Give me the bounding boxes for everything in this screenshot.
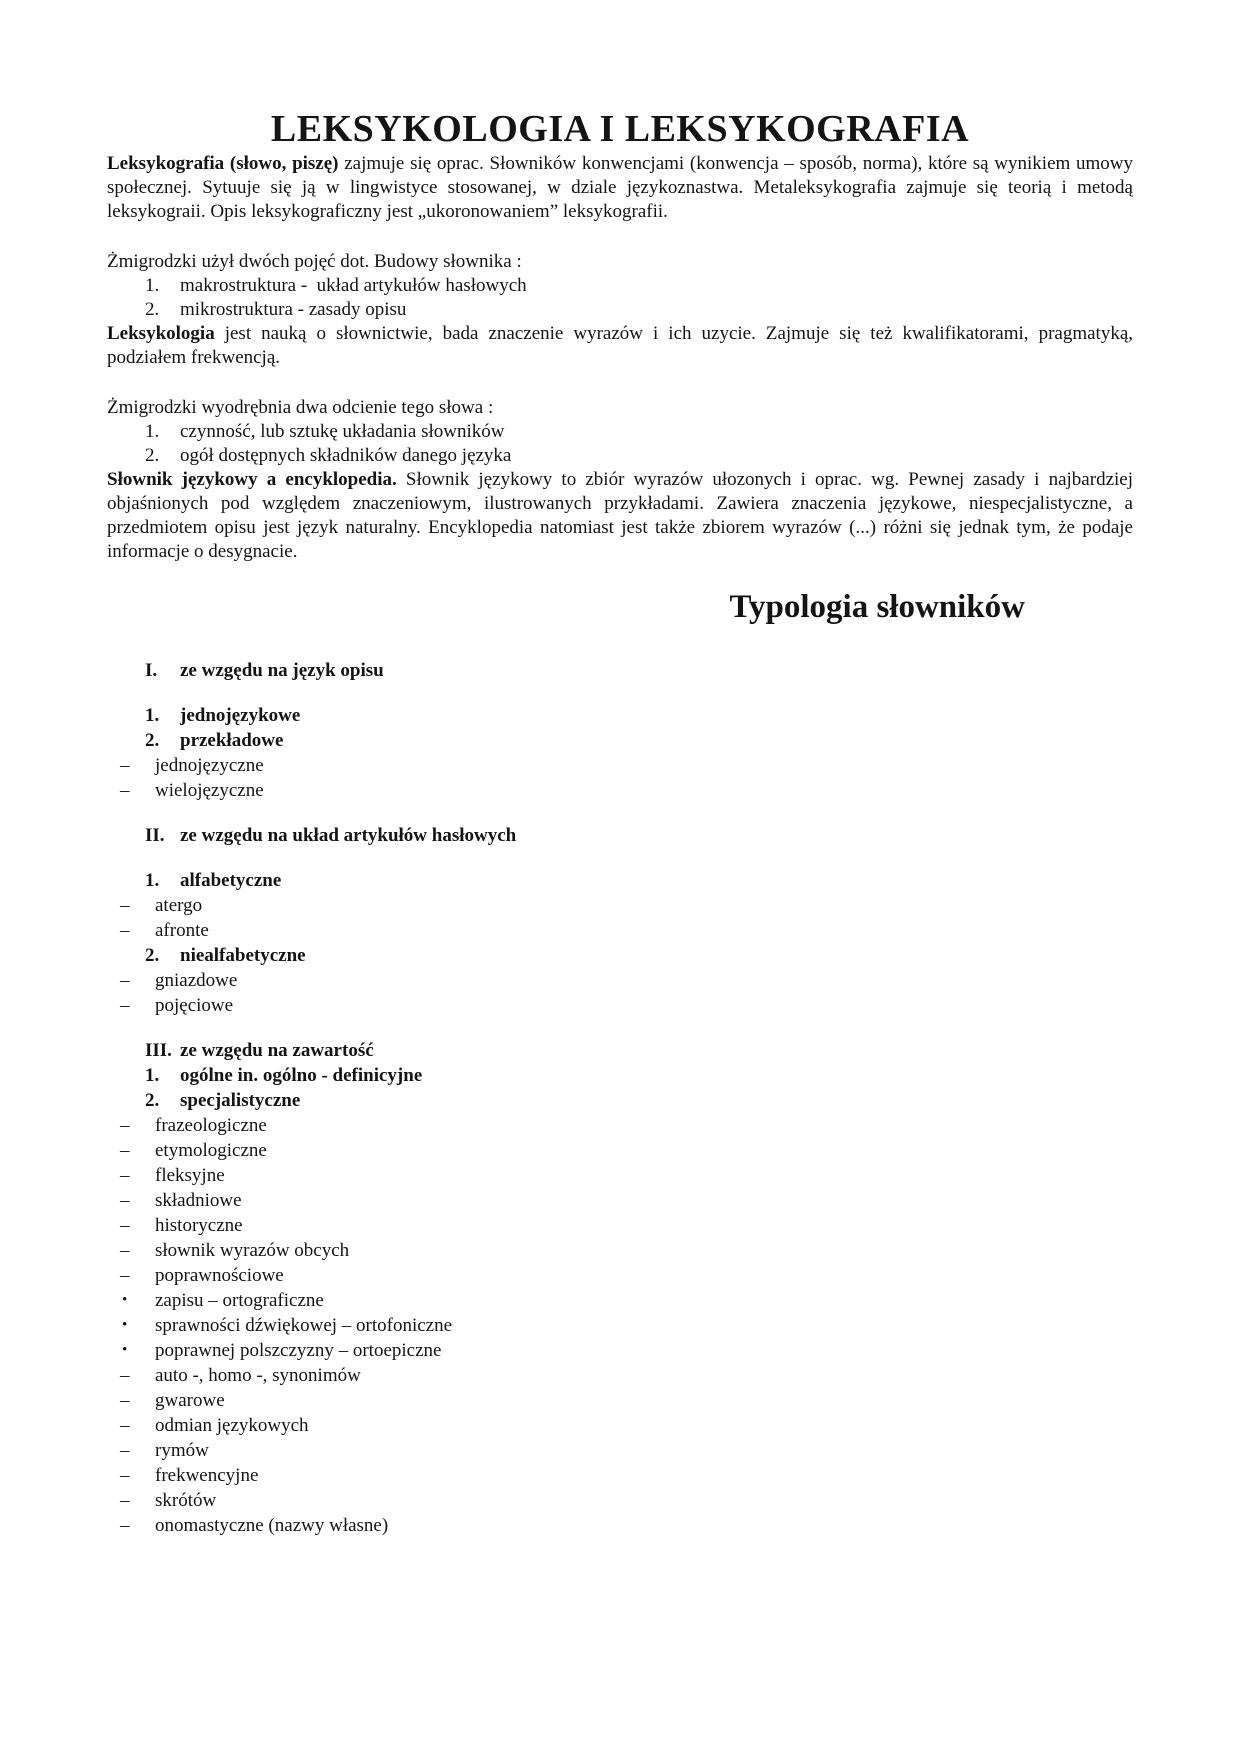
list-marker: 1. (145, 705, 160, 726)
list-intro-meanings: Żmigrodzki wyodrębnia dwa odcienie tego słowa : (107, 397, 494, 418)
typology-item (107, 1313, 1133, 1338)
list-item (107, 274, 1133, 298)
typology-item (107, 1138, 1133, 1163)
list-marker: II. (145, 825, 165, 846)
list-item-text: fleksyjne (155, 1165, 225, 1186)
list-item-text: ogólne in. ogólno - definicyjne (180, 1065, 423, 1086)
dash-marker: – (120, 1190, 130, 1211)
list-item-text: gniazdowe (155, 970, 238, 991)
bullet-marker: • (122, 1342, 128, 1358)
typology-item (107, 918, 1133, 943)
list-item (107, 420, 1133, 444)
typology-item (107, 1163, 1133, 1188)
list-item-text: frazeologiczne (155, 1115, 267, 1136)
list-marker: I. (145, 660, 158, 681)
list-marker: 1. (145, 870, 160, 891)
list-item (107, 298, 1133, 322)
typology-item (107, 968, 1133, 993)
paragraph-lead: Słownik językowy a encyklopedia. (107, 469, 397, 490)
typology-item (107, 893, 1133, 918)
dash-marker: – (120, 995, 130, 1016)
typology-item (107, 728, 1133, 753)
typology-item (107, 1388, 1133, 1413)
dash-marker: – (120, 1265, 130, 1286)
list-item-text: ze wzgędu na zawartość (180, 1040, 374, 1061)
typology-item (107, 753, 1133, 778)
typology-item (107, 1238, 1133, 1263)
page-title: LEKSYKOLOGIA I LEKSYKOGRAFIA (270, 108, 970, 150)
list-item-text: rymów (155, 1440, 209, 1461)
list-marker: III. (145, 1040, 172, 1061)
typology-list (107, 658, 1133, 1538)
typology-item (107, 703, 1133, 728)
typology-item (107, 1463, 1133, 1488)
list-item-text: afronte (155, 920, 209, 941)
paragraph-lexicology (107, 322, 1133, 370)
paragraph-body: zajmuje się oprac. Słowników konwencjami (konwencja – sposób, norma), które są wynikiem umowy społecznej. Sytuuje się ją w lingwistyce stosowanej, w dziale językoznastwa. Metaleksykografia zajmuje się teorią i metodą leksykograii. Opis leksykograficzny jest „ukoronowaniem” leksykografii. (107, 153, 1134, 222)
list-item-text: sprawności dźwiękowej – ortofoniczne (155, 1315, 453, 1336)
typology-item (107, 1513, 1133, 1538)
typology-item (107, 1363, 1133, 1388)
paragraph-body: jest nauką o słownictwie, bada znaczenie wyrazów i ich uzycie. Zajmuje się też kwalifikatorami, pragmatyką, podziałem frekwencją. (107, 323, 1133, 368)
typology-item (107, 1438, 1133, 1463)
list-item-text: pojęciowe (155, 995, 234, 1016)
bullet-marker: • (122, 1292, 128, 1308)
list-marker: 1. (145, 1065, 160, 1086)
dash-marker: – (120, 1365, 130, 1386)
list-marker: 1. (145, 275, 160, 296)
list-item-text: skrótów (155, 1490, 217, 1511)
dash-marker: – (120, 895, 130, 916)
typology-item (107, 1338, 1133, 1363)
bullet-marker: • (122, 1317, 128, 1333)
typology-item (107, 1113, 1133, 1138)
dash-marker: – (120, 755, 130, 776)
typology-item (107, 868, 1133, 893)
list-item-text: przekładowe (180, 730, 284, 751)
paragraph-body: Słownik językowy to zbiór wyrazów ułozonych i oprac. wg. Pewnej zasady i najbardziej objaśnionych pod względem znaczeniowym, ilustrowanych przykładami. Zawiera znaczenia językowe, niespecjalistyczne, a przedmiotem opisu jest język naturalny. Encyklopedia natomiast jest także zbiorem wyrazów (...) różni się jednak tym, że podaje informacje o desygnacie. (107, 469, 1133, 562)
typology-item (107, 1413, 1133, 1438)
dash-marker: – (120, 920, 130, 941)
list-marker: 1. (145, 421, 160, 442)
list-item-text: alfabetyczne (180, 870, 282, 891)
list-item-text: ze wzgędu na układ artykułów hasłowych (180, 825, 517, 846)
typology-item (107, 943, 1133, 968)
dash-marker: – (120, 1215, 130, 1236)
list-item-text: jednojęzyczne (155, 755, 264, 776)
meanings-list (107, 420, 1133, 468)
list-item-text: gwarowe (155, 1390, 225, 1411)
list-item-text: atergo (155, 895, 203, 916)
structure-list (107, 274, 1133, 322)
list-marker: 2. (145, 1090, 160, 1111)
list-item-text: specjalistyczne (180, 1090, 301, 1111)
list-item-text: makrostruktura - układ artykułów hasłowych (180, 275, 527, 296)
dash-marker: – (120, 1140, 130, 1161)
typology-heading (107, 823, 1133, 848)
section-heading-typology: Typologia słowników (729, 589, 1025, 625)
typology-item (107, 1288, 1133, 1313)
list-item-text: poprawnościowe (155, 1265, 284, 1286)
dash-marker: – (120, 970, 130, 991)
paragraph-lead: Leksykologia (107, 323, 215, 344)
paragraph-lexicography (107, 152, 1133, 224)
typology-heading (107, 658, 1133, 683)
list-item-text: frekwencyjne (155, 1465, 259, 1486)
paragraph-lead: Leksykografia (słowo, piszę) (107, 153, 339, 174)
dash-marker: – (120, 1115, 130, 1136)
list-item-text: jednojęzykowe (180, 705, 301, 726)
dash-marker: – (120, 1415, 130, 1436)
typology-item (107, 1188, 1133, 1213)
dash-marker: – (120, 1240, 130, 1261)
list-item (107, 444, 1133, 468)
list-item-text: słownik wyrazów obcych (155, 1240, 350, 1261)
list-item-text: historyczne (155, 1215, 243, 1236)
typology-item (107, 778, 1133, 803)
list-item-text: wielojęzyczne (155, 780, 264, 801)
typology-item (107, 1088, 1133, 1113)
list-item-text: ogół dostępnych składników danego języka (180, 445, 512, 466)
list-item-text: zapisu – ortograficzne (155, 1290, 324, 1311)
dash-marker: – (120, 1515, 130, 1536)
typology-item (107, 1488, 1133, 1513)
list-marker: 2. (145, 730, 160, 751)
list-item-text: poprawnej polszczyzny – ortoepiczne (155, 1340, 442, 1361)
list-intro-structure: Żmigrodzki użył dwóch pojęć dot. Budowy słownika : (107, 251, 522, 272)
dash-marker: – (120, 1465, 130, 1486)
list-item-text: czynność, lub sztukę układania słowników (180, 421, 505, 442)
list-item-text: niealfabetyczne (180, 945, 306, 966)
list-item-text: onomastyczne (nazwy własne) (155, 1515, 389, 1536)
list-marker: 2. (145, 445, 160, 466)
dash-marker: – (120, 780, 130, 801)
typology-item (107, 1263, 1133, 1288)
paragraph-dictionary-encyclopedia (107, 468, 1133, 564)
list-item-text: odmian językowych (155, 1415, 309, 1436)
typology-item (107, 1063, 1133, 1088)
dash-marker: – (120, 1165, 130, 1186)
list-marker: 2. (145, 299, 160, 320)
list-item-text: składniowe (155, 1190, 242, 1211)
dash-marker: – (120, 1490, 130, 1511)
list-item-text: ze wzgędu na język opisu (180, 660, 384, 681)
list-item-text: etymologiczne (155, 1140, 267, 1161)
list-item-text: mikrostruktura - zasady opisu (180, 299, 407, 320)
list-item-text: auto -, homo -, synonimów (155, 1365, 361, 1386)
typology-item (107, 993, 1133, 1018)
list-marker: 2. (145, 945, 160, 966)
dash-marker: – (120, 1440, 130, 1461)
typology-heading (107, 1038, 1133, 1063)
typology-item (107, 1213, 1133, 1238)
dash-marker: – (120, 1390, 130, 1411)
